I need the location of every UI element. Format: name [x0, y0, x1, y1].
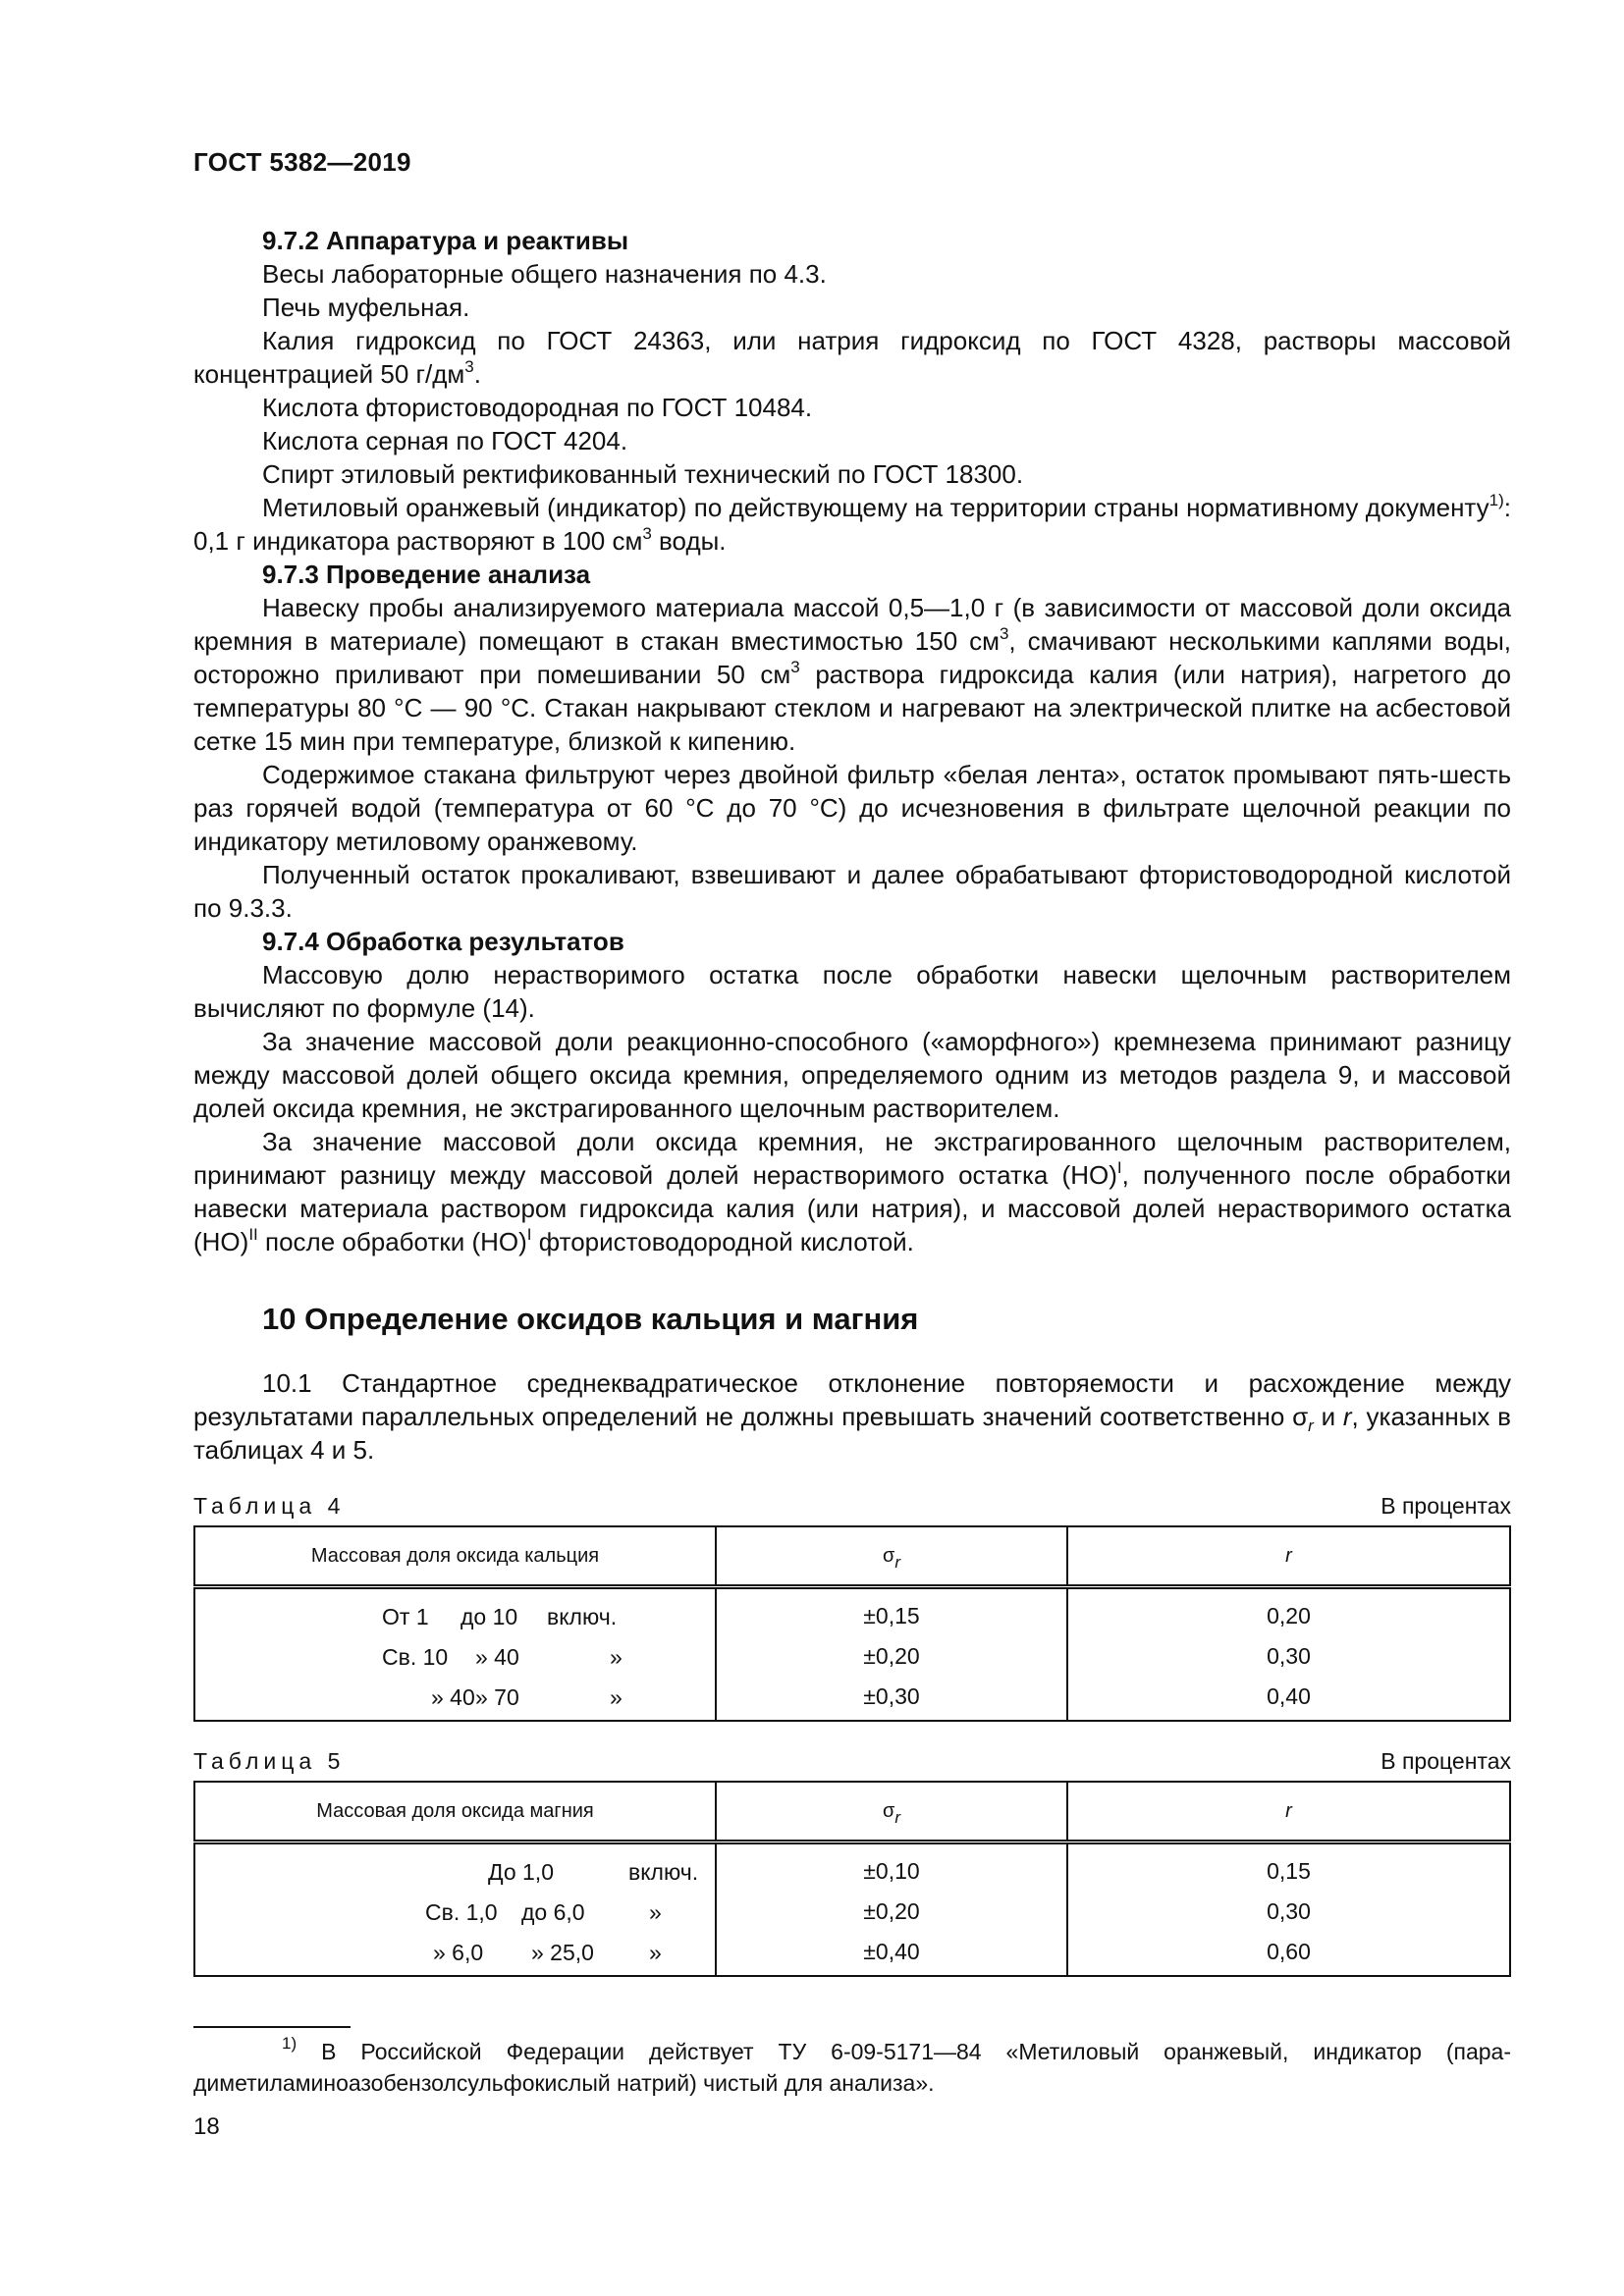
sigma-symbol: σ [882, 1545, 895, 1567]
sigma-cell: ±0,30 [716, 1676, 1067, 1721]
sigma-cell: ±0,20 [716, 1891, 1067, 1931]
superscript: 3 [464, 357, 474, 376]
sigma-cell: ±0,15 [716, 1587, 1067, 1636]
range-cell [194, 1676, 716, 1721]
text: , смачивают несколькими каплями воды, осторожно приливают при помешивании 50 см [193, 626, 1511, 689]
subsection-title-9-7-4: 9.7.4 Обработка результатов [262, 927, 624, 956]
table-header-row [194, 1782, 1510, 1842]
footnote-text [193, 2036, 1511, 2099]
subsection-title-9-7-2: 9.7.2 Аппаратура и реактивы [262, 226, 629, 255]
r-cell: 0,60 [1067, 1931, 1510, 1976]
range-suffix: » [649, 1939, 662, 1965]
range-cell [194, 1891, 716, 1931]
range-prefix: Св. 10 [382, 1643, 449, 1670]
table-4-caption-row [193, 1492, 1511, 1520]
superscript: 3 [642, 524, 652, 543]
text: В Российской Федерации действует ТУ 6-09-5171—84 «Метиловый оранжевый, индикатор (пара-диметиламиноазобензолсульфокислый натрий) чистый для анализа». [193, 2039, 1511, 2096]
range-mid: до 6,0 [521, 1898, 585, 1925]
footnote-mark: 1) [282, 2034, 298, 2053]
paragraph: Кислота серная по ГОСТ 4204. [262, 426, 628, 455]
paragraph: Полученный остаток прокаливают, взвешивают и далее обрабатывают фтористоводородной кислотой по 9.3.3. [193, 860, 1511, 923]
superscript: 3 [999, 624, 1009, 643]
table-row [194, 1891, 1510, 1931]
table-4-units: В процентах [1380, 1493, 1511, 1519]
table-5-caption-row [193, 1747, 1511, 1775]
range-prefix: От 1 [382, 1603, 429, 1629]
range-suffix: » [649, 1898, 662, 1925]
column-header [716, 1526, 1067, 1587]
range-prefix: » 40 [431, 1683, 475, 1710]
r-cell: 0,20 [1067, 1587, 1510, 1636]
range-cell [194, 1842, 716, 1892]
superscript: II [248, 1225, 258, 1244]
text: Метиловый оранжевый (индикатор) по действующему на территории страны нормативному документу [262, 493, 1489, 522]
text: раствора гидроксида калия (или натрия), нагретого до температуры 80 °С — 90 °С. Стакан накрывают стеклом и нагревают на электрической плитке на асбестовой сетке 15 мин при температуре, близкой к кипению. [193, 660, 1511, 756]
subscript: r [894, 1808, 900, 1827]
table-row [194, 1635, 1510, 1676]
range-suffix: включ. [628, 1858, 699, 1885]
table-4 [193, 1525, 1511, 1722]
r-symbol: r [1285, 1545, 1292, 1567]
table-row [194, 1587, 1510, 1636]
range-mid: » 70 [475, 1683, 519, 1710]
table-5-caption: Таблица 5 [193, 1748, 346, 1774]
page-number: 18 [193, 2113, 220, 2140]
text: и [1313, 1402, 1343, 1431]
footnote-ref: 1) [1489, 491, 1504, 509]
text: , указанных в таблицах 4 и 5. [193, 1402, 1511, 1465]
text: фтористоводородной кислотой. [531, 1227, 914, 1256]
text: . [473, 359, 481, 389]
text: воды. [651, 526, 727, 556]
text: Навеску пробы анализируемого материала массой 0,5—1,0 г (в зависимости от массовой доли оксида кремния в материале) помещают в стакан вместимостью 150 см [193, 593, 1511, 656]
text: 10.1 Стандартное среднеквадратическое отклонение повторяемости и расхождение между результатами параллельных определений не должны превышать значений соответственно σ [193, 1368, 1511, 1431]
column-header [1067, 1526, 1510, 1587]
superscript: I [526, 1225, 532, 1244]
table-row [194, 1676, 1510, 1721]
subsection-title-9-7-3: 9.7.3 Проведение анализа [262, 560, 591, 589]
r-cell: 0,30 [1067, 1635, 1510, 1676]
paragraph [193, 324, 1511, 391]
sigma-cell: ±0,20 [716, 1635, 1067, 1676]
r-cell: 0,40 [1067, 1676, 1510, 1721]
r-cell: 0,30 [1067, 1891, 1510, 1931]
range-prefix: Св. 1,0 [425, 1898, 498, 1925]
sigma-cell: ±0,10 [716, 1842, 1067, 1892]
range-suffix: » [610, 1643, 623, 1670]
table-5-units: В процентах [1380, 1748, 1511, 1774]
section-title-10: 10 Определение оксидов кальция и магния [262, 1302, 919, 1336]
paragraph: За значение массовой доли реакционно-способного («аморфного») кремнезема принимают разницу между массовой долей общего оксида кремния, определяемого одним из методов раздела 9, и массовой долей оксида кремния, не экстрагированного щелочным растворителем. [193, 1027, 1511, 1123]
text: Калия гидроксид по ГОСТ 24363, или натрия гидроксид по ГОСТ 4328, растворы массовой концентрацией 50 г/дм [193, 326, 1511, 389]
superscript: I [1116, 1158, 1122, 1177]
paragraph: Кислота фтористоводородная по ГОСТ 10484. [262, 393, 813, 422]
text: : 0,1 г индикатора растворяют в 100 см [193, 493, 1511, 556]
r-cell: 0,15 [1067, 1842, 1510, 1892]
column-header: Массовая доля оксида кальция [194, 1526, 716, 1587]
range-prefix: » 6,0 [433, 1939, 484, 1965]
range-cell [194, 1587, 716, 1636]
paragraph: Спирт этиловый ректификованный технический по ГОСТ 18300. [262, 459, 1024, 489]
range-mid: » 40 [475, 1643, 519, 1670]
italic-symbol: r [1342, 1402, 1352, 1431]
text: после обработки (НО) [257, 1227, 527, 1256]
range-mid: до 10 [460, 1603, 518, 1629]
range-suffix: » [610, 1683, 623, 1710]
sigma-cell: ±0,40 [716, 1931, 1067, 1976]
paragraph: Массовую долю нерастворимого остатка после обработки навески щелочным растворителем вычисляют по формуле (14). [193, 960, 1511, 1023]
footnote [193, 2036, 1511, 2099]
range-cell [194, 1931, 716, 1976]
range-suffix: включ. [547, 1603, 618, 1629]
paragraph [193, 1125, 1511, 1258]
column-header [1067, 1782, 1510, 1842]
range-cell [194, 1635, 716, 1676]
document-header: ГОСТ 5382—2019 [193, 147, 411, 177]
subscript: r [894, 1553, 900, 1572]
sigma-symbol: σ [882, 1800, 895, 1822]
column-header [716, 1782, 1067, 1842]
footnote-divider [193, 2026, 351, 2028]
text: , полученного после обработки навески материала раствором гидроксида калия (или натрия), и массовой долей нерастворимого остатка (НО) [193, 1160, 1512, 1256]
table-row [194, 1842, 1510, 1892]
paragraph: Печь муфельная. [262, 293, 470, 322]
paragraph [193, 1366, 1511, 1467]
subscript: r [1308, 1416, 1314, 1435]
superscript: 3 [790, 658, 800, 676]
document-body [193, 224, 1511, 2144]
text: За значение массовой доли оксида кремния, не экстрагированного щелочным растворителем, принимают разницу между массовой долей нерастворимого остатка (НО) [193, 1127, 1511, 1190]
table-5 [193, 1781, 1511, 1977]
range-prefix: До 1,0 [488, 1858, 554, 1885]
paragraph: Содержимое стакана фильтруют через двойной фильтр «белая лента», остаток промывают пять-шесть раз горячей водой (температура от 60 °С до 70 °С) до исчезновения в фильтрате щелочной реакции по индикатору метиловому оранжевому. [193, 760, 1511, 856]
paragraph: Весы лабораторные общего назначения по 4.3. [262, 259, 827, 289]
column-header: Массовая доля оксида магния [194, 1782, 716, 1842]
table-header-row [194, 1526, 1510, 1587]
table-4-caption: Таблица 4 [193, 1493, 346, 1519]
table-row [194, 1931, 1510, 1976]
range-mid: » 25,0 [531, 1939, 594, 1965]
r-symbol: r [1285, 1800, 1292, 1822]
paragraph [193, 591, 1511, 758]
paragraph [193, 491, 1511, 558]
